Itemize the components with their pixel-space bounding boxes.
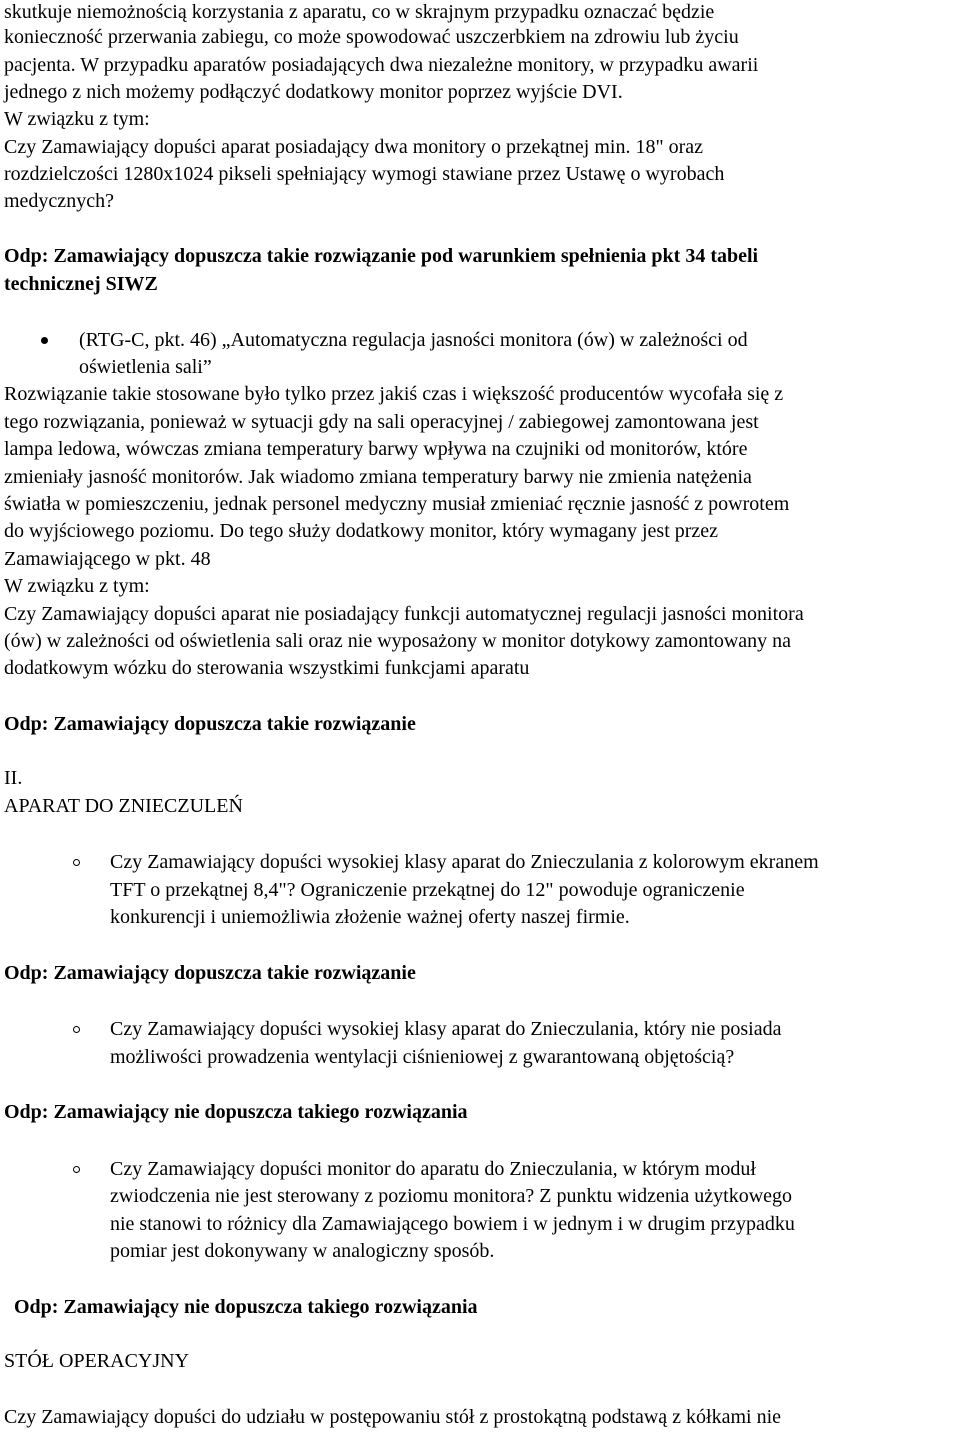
answer-line: Odp: Zamawiający dopuszcza takie rozwiązanie (4, 962, 416, 984)
text-line: konieczność przerwania zabiegu, co może spowodować uszczerbkiem na zdrowiu lub życiu (4, 26, 739, 48)
text-line: światła w pomieszczeniu, jednak personel medyczny musiał zmieniać ręcznie jasność z powrotem (4, 493, 790, 515)
list-item-text: możliwości prowadzenia wentylacji ciśnieniowej z gwarantowaną objętością? (110, 1046, 735, 1068)
text-line: pacjenta. W przypadku aparatów posiadających dwa niezależne monitory, w przypadku awarii (4, 54, 759, 76)
text-line: tego rozwiązania, ponieważ w sytuacji gdy na sali operacyjnej / zabiegowej zamontowana jest (4, 411, 759, 433)
text-line: Zamawiającego w pkt. 48 (4, 548, 211, 570)
text-line: W związku z tym: (4, 575, 150, 597)
section-heading: APARAT DO ZNIECZULEŃ (4, 795, 243, 817)
list-item-text: (RTG-C, pkt. 46) „Automatyczna regulacja jasności monitora (ów) w zależności od (79, 329, 748, 351)
text-line: do wyjściowego poziomu. Do tego służy dodatkowy monitor, który wymagany jest przez (4, 520, 719, 542)
text-line: zmieniały jasność monitorów. Jak wiadomo zmiana temperatury barwy nie zmienia natężenia (4, 466, 752, 488)
list-item-text: nie stanowi to różnicy dla Zamawiającego bowiem i w jednym i w drugim przypadku (110, 1213, 795, 1235)
text-line: medycznych? (4, 190, 114, 212)
list-item-text: oświetlenia sali” (79, 356, 212, 378)
section-heading: STÓŁ OPERACYJNY (4, 1350, 190, 1372)
text-line: Czy Zamawiający dopuści do udziału w postępowaniu stół z prostokątną podstawą z kółkami nie (4, 1406, 782, 1428)
answer-line: technicznej SIWZ (4, 273, 158, 295)
text-line: Czy Zamawiający dopuści aparat posiadający dwa monitory o przekątnej min. 18" oraz (4, 136, 704, 158)
answer-line: Odp: Zamawiający dopuszcza takie rozwiązanie pod warunkiem spełnienia pkt 34 tabeli (4, 245, 759, 267)
list-item-text: pomiar jest dokonywany w analogiczny sposób. (110, 1240, 495, 1262)
text-line: W związku z tym: (4, 108, 150, 130)
text-line: Czy Zamawiający dopuści aparat nie posiadający funkcji automatycznej regulacji jasności monitora (4, 603, 804, 625)
text-line: jednego z nich możemy podłączyć dodatkowy monitor poprzez wyjście DVI. (4, 81, 623, 103)
bullet-dot-icon (41, 337, 48, 344)
answer-line: Odp: Zamawiający nie dopuszcza takiego rozwiązania (14, 1296, 478, 1318)
list-item-text: TFT o przekątnej 8,4"? Ograniczenie przekątnej do 12" powoduje ograniczenie (110, 879, 745, 901)
text-line: Rozwiązanie takie stosowane było tylko przez jakiś czas i większość producentów wycofała się z (4, 383, 784, 405)
bullet-circle-icon (73, 1026, 80, 1033)
section-number: II. (4, 767, 23, 789)
answer-line: Odp: Zamawiający dopuszcza takie rozwiązanie (4, 713, 416, 735)
list-item-text: zwiodczenia nie jest sterowany z poziomu monitora? Z punktu widzenia użytkowego (110, 1185, 793, 1207)
bullet-circle-icon (73, 859, 80, 866)
answer-line: Odp: Zamawiający nie dopuszcza takiego rozwiązania (4, 1101, 468, 1123)
text-line: (ów) w zależności od oświetlenia sali oraz nie wyposażony w monitor dotykowy zamontowany na (4, 630, 792, 652)
list-item-text: Czy Zamawiający dopuści wysokiej klasy aparat do Znieczulania, który nie posiada (110, 1018, 782, 1040)
text-line: dodatkowym wózku do sterowania wszystkimi funkcjami aparatu (4, 657, 530, 679)
text-line: rozdzielczości 1280x1024 pikseli spełniający wymogi stawiane przez Ustawę o wyrobach (4, 163, 725, 185)
text-line: lampa ledowa, wówczas zmiana temperatury barwy wpływa na czujniki od monitorów, które (4, 438, 748, 460)
text-line: skutkuje niemożnością korzystania z aparatu, co w skrajnym przypadku oznaczać będzie (4, 1, 715, 23)
bullet-circle-icon (73, 1166, 80, 1173)
list-item-text: Czy Zamawiający dopuści monitor do aparatu do Znieczulania, w którym moduł (110, 1158, 756, 1180)
list-item-text: konkurencji i uniemożliwia złożenie ważnej oferty naszej firmie. (110, 906, 630, 928)
list-item-text: Czy Zamawiający dopuści wysokiej klasy aparat do Znieczulania z kolorowym ekranem (110, 851, 819, 873)
